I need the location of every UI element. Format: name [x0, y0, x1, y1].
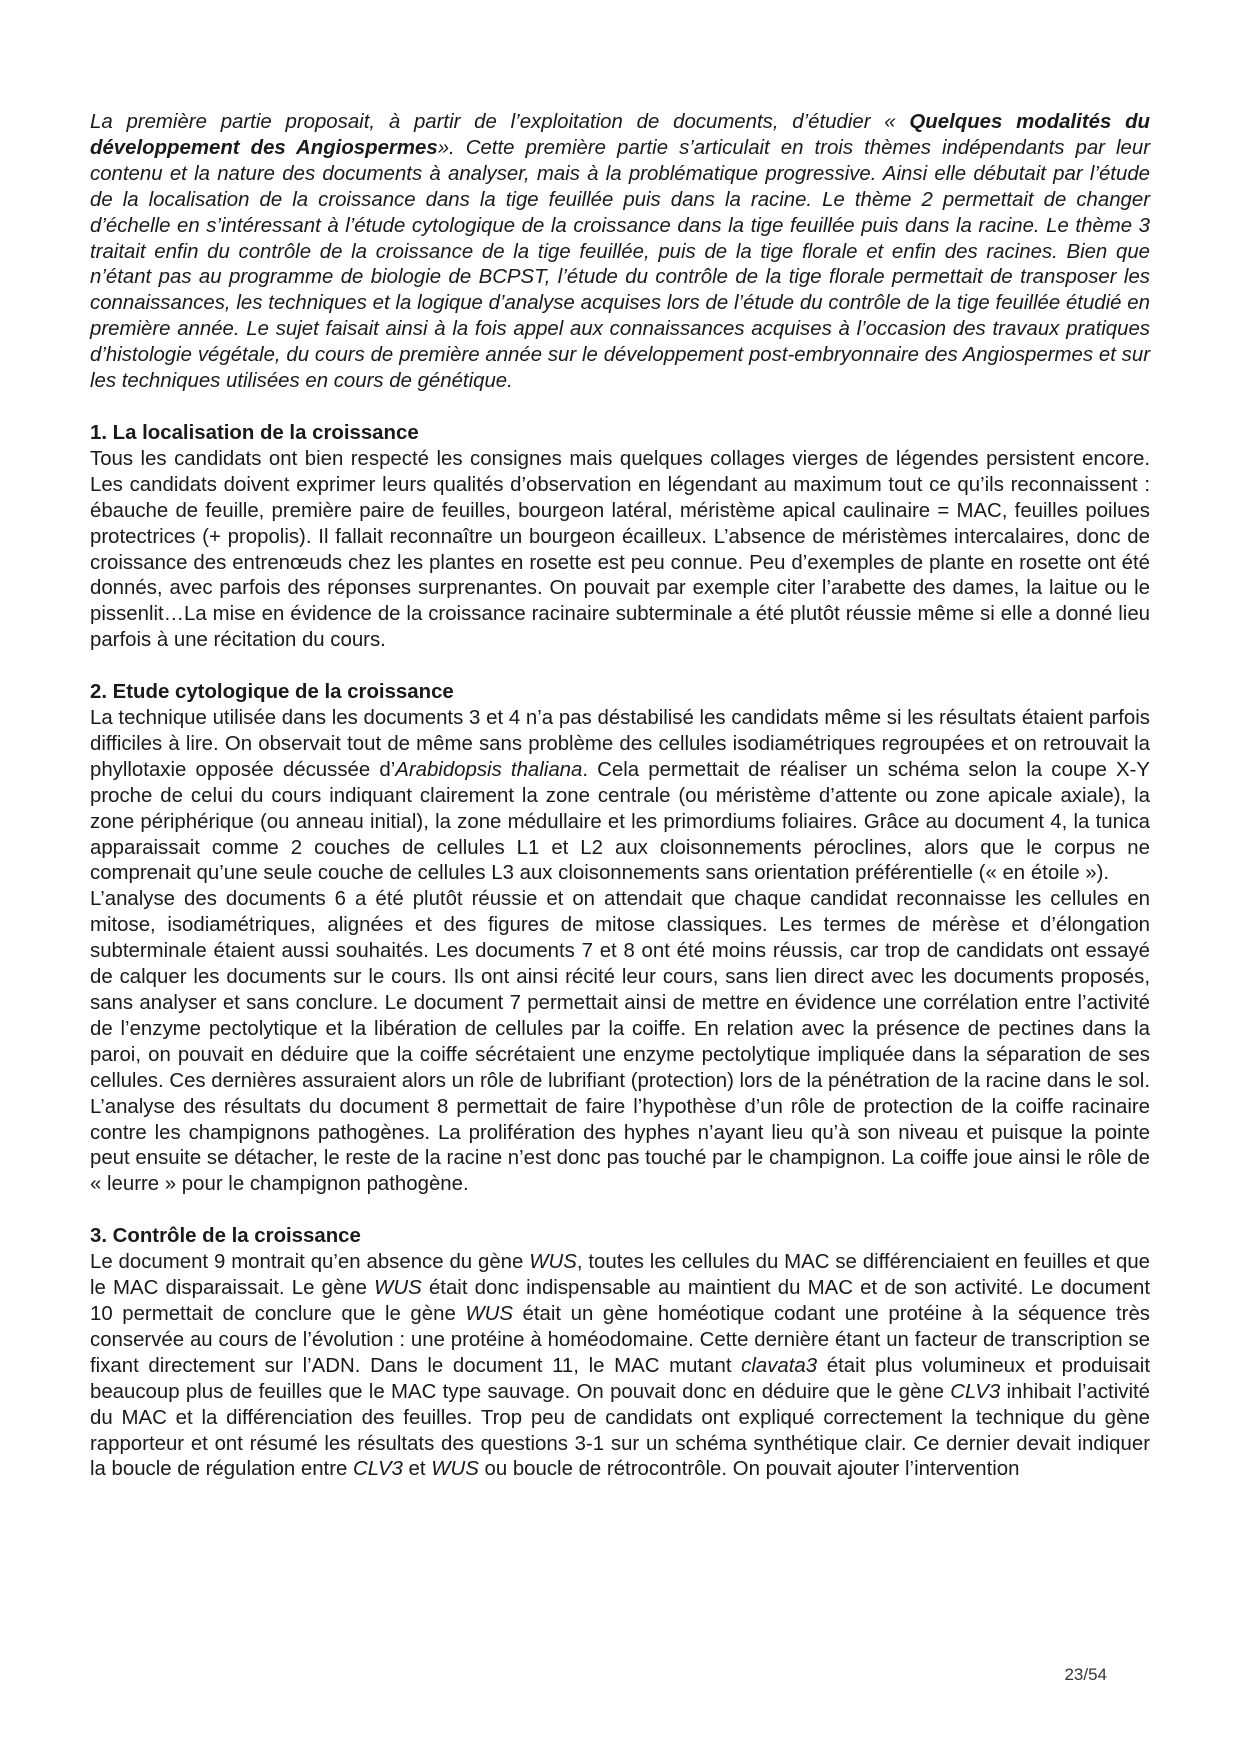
page-number: 23/54	[1064, 1665, 1107, 1684]
species-name: Arabidopsis thaliana	[395, 758, 583, 781]
intro-paragraph	[90, 110, 1150, 395]
gene-name: WUS	[431, 1458, 479, 1481]
section-3-paragraph: Le document 9 montrait qu’en absence du gène WUS, toutes les cellules du MAC se différenciaient en feuilles et que le MAC disparaissait. Le gène WUS était donc indispensable au maintient du MAC et de son activité. Le document 10 permettait de conclure que le gène WUS était un gène homéotique codant une protéine à la séquence très conservée au cours de l’évolution : une protéine à homéodomaine. Cette dernière étant un facteur de transcription se fixant directement sur l’ADN. Dans le document 11, le MAC mutant clavata3 était plus volumineux et produisait beaucoup plus de feuilles que le MAC type sauvage. On pouvait donc en déduire que le gène CLV3 inhibait l’activité du MAC et la différenciation des feuilles. Trop peu de candidats ont expliqué correctement la technique du gène rapporteur et ont résumé les résultats des questions 3-1 sur un schéma synthétique clair. Ce dernier devait indiquer la boucle de régulation entre CLV3 et WUS ou boucle de rétrocontrôle. On pouvait ajouter l’intervention	[90, 1251, 1151, 1481]
intro-text-end: ». Cette première partie s’articulait en trois thèmes indépendants par leur contenu et la nature des documents à analyser, mais à la problématique progressive. Ainsi elle débutait par l’étude de la localisation de la croissance dans la tige feuillée puis dans la racine. Le thème 2 permettait de changer d’échelle en s’intéressant à l’étude cytologique de la croissance dans la tige feuillée puis dans la racine. Le thème 3 traitait enfin du contrôle de la croissance de la tige feuillée, puis de la tige florale et enfin des racines. Bien que n’étant pas au programme de biologie de BCPST, l’étude du contrôle de la tige florale permettait de transposer les connaissances, les techniques et la logique d’analyse acquises lors de l’étude du contrôle de la tige feuillée étudié en première année. Le sujet faisait ainsi à la fois appel aux connaissances acquises à l’occasion des travaux pratiques d’histologie végétale, du cours de première année sur le développement post-embryonnaire des Angiospermes et sur les techniques utilisées en cours de génétique.	[90, 136, 1150, 393]
intro-text-start: La première partie proposait, à partir de l’exploitation de documents, d’étudier «	[90, 111, 910, 133]
section-2-paragraph-1: La technique utilisée dans les documents 3 et 4 n’a pas déstabilisé les candidats même si les résultats étaient parfois difficiles à lire. On observait tout de même sans problème des cellules isodiamétriques regroupées et on retrouvait la phyllotaxie opposée décussée d’Arabidopsis thaliana. Cela permettait de réaliser un schéma selon la coupe X-Y proche de celui du cours indiquant clairement la zone centrale (ou méristème d’attente ou zone apicale axiale), la zone périphérique (ou anneau initial), la zone médullaire et les primordiums foliaires. Grâce au document 4, la tunica apparaissait comme 2 couches de cellules L1 et L2 aux cloisonnements péroclines, alors que le corpus ne comprenait qu’une seule couche de cellules L3 aux cloisonnements sans orientation préférentielle (« en étoile »).	[90, 707, 1150, 885]
gene-name: WUS	[374, 1277, 422, 1300]
section-1-paragraph: Tous les candidats ont bien respecté les consignes mais quelques collages vierges de légendes persistent encore. Les candidats doivent exprimer leurs qualités d’observation en légendant au maximum tout ce qu’ils reconnaissent : ébauche de feuille, première paire de feuilles, bourgeon latéral, méristème apical caulinaire = MAC, feuilles poilues protectrices (+ propolis). Il fallait reconnaître un bourgeon écailleux. L’absence de méristèmes intercalaires, donc de croissance des entrenœuds chez les plantes en rosette est peu connue. Peu d’exemples de plante en rosette ont été donnés, avec parfois des réponses surprenantes. On pouvait par exemple citer l’arabette des dames, la laitue ou le pissenlit…La mise en évidence de la croissance racinaire subterminale a été plutôt réussie même si elle a donné lieu parfois à une récitation du cours.	[90, 447, 1150, 652]
section-3-heading: 3. Contrôle de la croissance	[90, 1225, 361, 1248]
section-2-paragraph-2: L’analyse des documents 6 a été plutôt réussie et on attendait que chaque candidat reconnaisse les cellules en mitose, isodiamétriques, alignées et des figures de mitose classiques. Les termes de mérèse et d’élongation subterminale étaient aussi souhaités. Les documents 7 et 8 ont été moins réussis, car trop de candidats ont essayé de calquer les documents sur le cours. Ils ont ainsi récité leur cours, sans lien direct avec les documents proposés, sans analyser et sans conclure. Le document 7 permettait ainsi de mettre en évidence une corrélation entre l’activité de l’enzyme pectolytique et la libération de cellules par la coiffe. En relation avec la présence de pectines dans la paroi, on pouvait en déduire que la coiffe sécrétaient une enzyme pectolytique impliquée dans la séparation de ses cellules. Ces dernières assuraient alors un rôle de lubrifiant (protection) lors de la pénétration de la racine dans le sol. L’analyse des résultats du document 8 permettait de faire l’hypothèse d’un rôle de protection de la coiffe racinaire contre les champignons pathogènes. La prolifération des hyphes n’ayant lieu qu’à son niveau et puisque la pointe peut ensuite se détacher, le reste de la racine n’est donc pas touché par le champignon. La coiffe joue ainsi le rôle de « leurre » pour le champignon pathogène.	[90, 888, 1150, 1196]
document-page	[90, 110, 1150, 1483]
section-2-heading: 2. Etude cytologique de la croissance	[90, 681, 454, 704]
intro-bold-title: Quelques modalités du développement des Angiospermes	[90, 111, 1150, 159]
gene-name: WUS	[465, 1302, 513, 1325]
gene-name: WUS	[529, 1251, 577, 1274]
mutant-name: clavata3	[741, 1354, 818, 1377]
section-1-heading: 1. La localisation de la croissance	[90, 421, 419, 444]
gene-name: CLV3	[353, 1458, 403, 1481]
gene-name: CLV3	[950, 1380, 1001, 1403]
